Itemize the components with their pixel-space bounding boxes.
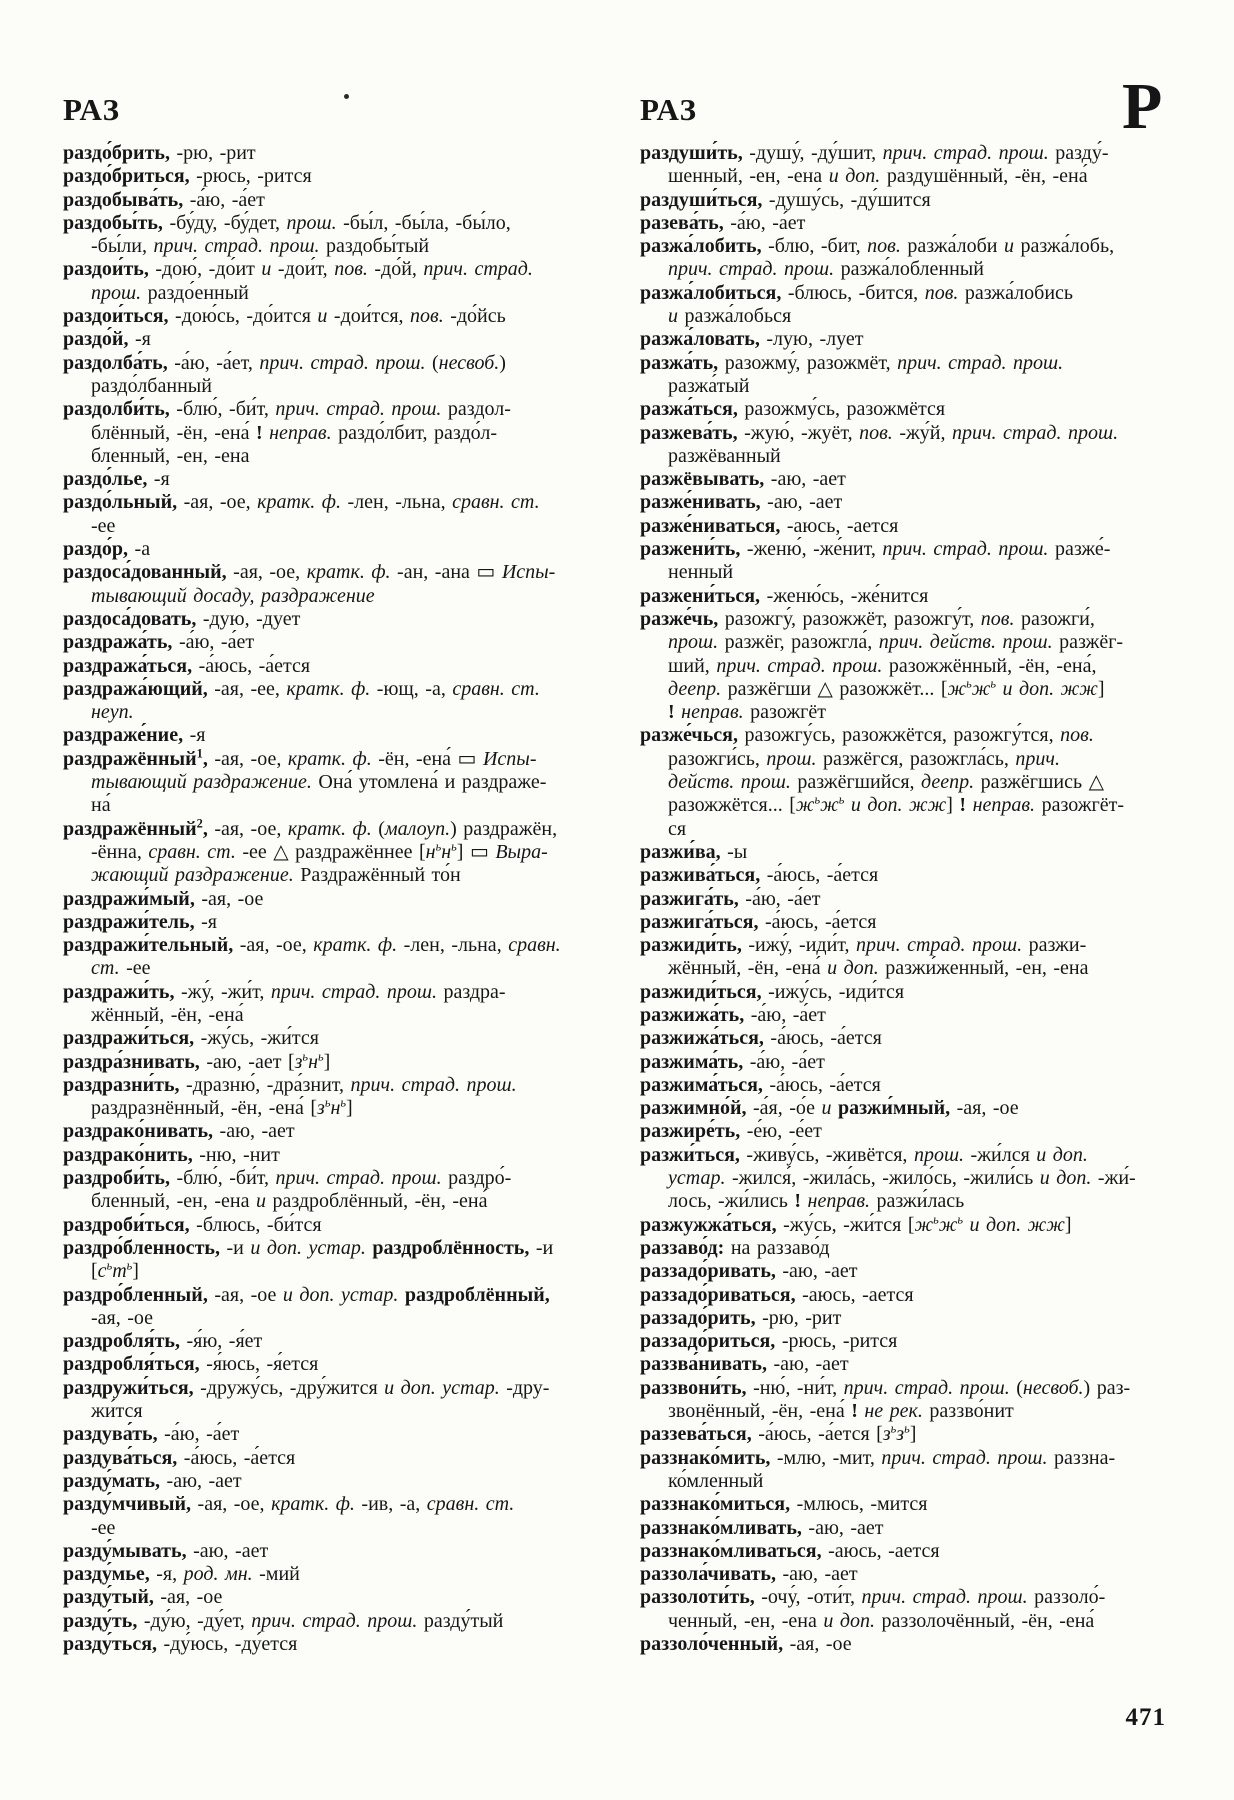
dictionary-column-right	[640, 142, 1172, 1656]
dictionary-line: раззолоти́ть, -очу́, -оти́т, прич. страд. прош. раззоло́-	[640, 1586, 1106, 1609]
dictionary-line: разжа́тый	[668, 374, 750, 397]
dictionary-line: разжимно́й, -а́я, -о́е и разжи́мный, -ая, -ое	[640, 1097, 1019, 1120]
dictionary-line: разева́ть, -а́ю, -а́ет	[640, 211, 806, 234]
dictionary-column-left	[63, 142, 611, 1656]
dictionary-line: бленный, -ен, -ена и раздроблённый, -ён, -ена́	[91, 1190, 488, 1213]
dictionary-line: прош. разжёг, разожгла́, прич. действ. прош. разжёг-	[668, 631, 1124, 654]
dictionary-line: устар. -жился́, -жила́сь, -жило́сь, -жили́сь и доп. -жи́-	[668, 1167, 1136, 1190]
dictionary-line: разжима́ть, -а́ю, -а́ет	[640, 1050, 825, 1073]
dictionary-line: $[с^ьт^ь]$	[91, 1258, 139, 1283]
dictionary-line: разжа́ловать, -лую, -лует	[640, 328, 864, 351]
dictionary-line: раздуши́ть, -душу́, -ду́шит, прич. страд. прош. разду́-	[640, 142, 1109, 164]
dictionary-line: раздроби́ть, -блю́, -би́т, прич. страд. прош. раздро́-	[63, 1167, 512, 1190]
dictionary-line: разожжётся... [$ж^ьж^ь$ и доп. жж] ! неправ. разожгёт-	[668, 792, 1125, 817]
dictionary-line: раззвони́ть, -ню́, -ни́т, прич. страд. прош. (несвоб.) раз-	[640, 1376, 1131, 1399]
dictionary-line: раздражи́ть, -жу́, -жи́т, прич. страд. прош. раздра-	[63, 980, 506, 1003]
dictionary-line: и разжа́лобься	[668, 305, 792, 328]
dictionary-line: на́	[91, 794, 111, 817]
dictionary-line: -ее	[91, 514, 116, 537]
dictionary-line: разду́мье, -я, род. мн. -мий	[63, 1563, 300, 1586]
dictionary-line: жающий раздражение. Раздражённый то́н	[91, 864, 461, 887]
dictionary-line: раздува́ть, -а́ю, -а́ет	[63, 1423, 240, 1446]
dictionary-line: раздразнённый, -ён, -ена́ $[з^ьн^ь]$	[91, 1095, 353, 1120]
dictionary-line: разжиди́ться, -ижу́сь, -иди́тся	[640, 980, 905, 1003]
dictionary-line: ся	[668, 817, 687, 840]
dictionary-line: раздо́льный, -ая, -ое, кратк. ф. -лен, -льна, сравн. ст.	[63, 491, 540, 514]
dictionary-line: разжа́лобить, -блю, -бит, пов. разжа́лоби и разжа́лобь,	[640, 235, 1115, 258]
dictionary-line: разжижа́ть, -а́ю, -а́ет	[640, 1003, 826, 1026]
dictionary-line: раздои́ть, -дою́, -до́ит и -дои́т, пов. -до́й, прич. страд.	[63, 258, 533, 281]
dictionary-line: раззнако́мливаться, -аюсь, -ается	[640, 1539, 940, 1562]
dictionary-line: раздража́ться, -а́юсь, -а́ется	[63, 654, 311, 677]
dictionary-line: разду́ться, -ду́юсь, -ду́ется	[63, 1633, 298, 1655]
dictionary-line: разжига́ться, -а́юсь, -а́ется	[640, 910, 877, 933]
dictionary-line: тывающий раздражение. Она́ утомлена́ и раздраже-	[91, 771, 547, 794]
dictionary-line: раздражённый$^1$, -ая, -ое, кратк. ф. -ён, -ена́ ▭ Испы-	[63, 746, 537, 770]
dictionary-line: раззева́ться, -а́юсь, -а́ется $[з^ьз^ь]$	[640, 1421, 917, 1446]
dictionary-line: разжива́ться, -а́юсь, -а́ется	[640, 864, 879, 887]
dictionary-line: разжа́лобиться, -блюсь, -бится, пов. разжа́лобись	[640, 281, 1074, 304]
dictionary-line: раздража́ть, -а́ю, -а́ет	[63, 631, 255, 654]
page-number: 471	[1125, 1704, 1166, 1731]
dictionary-line: разжёвывать, -аю, -ает	[640, 468, 846, 491]
dictionary-line: раздобы́ть, -бу́ду, -бу́дет, прош. -бы́л, -бы́ла, -бы́ло,	[63, 211, 511, 234]
dictionary-line: раздоса́дованный, -ая, -ое, кратк. ф. -ан, -ана ▭ Испы-	[63, 561, 556, 584]
dictionary-line: раззоло́ченный, -ая, -ое	[640, 1633, 852, 1655]
dictionary-line: разду́мать, -аю, -ает	[63, 1469, 242, 1492]
dictionary-line: звонённый, -ён, -ена́ ! не рек. раззво́нит	[668, 1400, 1014, 1423]
dictionary-line: раздрако́нивать, -аю, -ает	[63, 1120, 295, 1143]
dictionary-line: ненный	[668, 561, 734, 584]
dictionary-line: раздува́ться, -а́юсь, -а́ется	[63, 1446, 296, 1469]
dictionary-line: раздро́бленность, -и и доп. устар. раздроблённость, -и	[63, 1236, 554, 1259]
dictionary-line: раздро́бленный, -ая, -ое и доп. устар. раздроблённый,	[63, 1283, 550, 1306]
dictionary-line: разду́мчивый, -ая, -ое, кратк. ф. -ив, -а, сравн. ст.	[63, 1493, 515, 1516]
dictionary-line: раззадо́риться, -рюсь, -рится	[640, 1330, 898, 1353]
dictionary-line: разжи́ва, -ы	[640, 840, 748, 863]
dictionary-line: раззадо́риваться, -аюсь, -ается	[640, 1283, 914, 1306]
dictionary-line: разжужжа́ться, -жу́сь, -жи́тся [$ж^ьж^ь$ и доп. жж]	[640, 1212, 1072, 1236]
dictionary-line: раздробля́ть, -я́ю, -я́ет	[63, 1330, 263, 1353]
dictionary-line: жённый, -ён, -ена́ и доп. разжи́женный, -ен, -ена	[668, 957, 1089, 980]
dictionary-line: ший, прич. страд. прош. разожжённый, -ён, -ена́,	[668, 654, 1097, 677]
dictionary-line: жённый, -ён, -ена́	[91, 1003, 244, 1026]
dictionary-line: разжига́ть, -а́ю, -а́ет	[640, 887, 821, 910]
dictionary-line: разжима́ться, -а́юсь, -а́ется	[640, 1073, 881, 1096]
dictionary-line: разжиди́ть, -ижу́, -иди́т, прич. страд. прош. разжи-	[640, 934, 1087, 957]
dictionary-line: раздражи́тельный, -ая, -ое, кратк. ф. -лен, -льна, сравн.	[63, 934, 561, 957]
dictionary-line: -ее	[91, 1516, 116, 1539]
dictionary-line: прич. страд. прош. разжа́лобленный	[668, 258, 984, 281]
dictionary-line: тывающий досаду, раздражение	[91, 584, 375, 607]
dictionary-line: разжа́ться, разожму́сь, разожмётся	[640, 398, 946, 421]
dictionary-line: раззнако́миться, -млюсь, -мится	[640, 1493, 928, 1516]
dictionary-line: разду́тый, -ая, -ое	[63, 1586, 223, 1609]
dictionary-line: раздуши́ться, -душу́сь, -ду́шится	[640, 188, 931, 211]
dictionary-line: разожги́сь, прош. разжёгся, разожгла́сь, прич.	[668, 747, 1060, 770]
dictionary-line: разжа́ть, разожму́, разожмёт, прич. страд. прош.	[640, 351, 1064, 374]
dictionary-line: раздрако́нить, -ню, -нит	[63, 1143, 280, 1166]
dictionary-line: ! неправ. разожгёт	[668, 701, 826, 724]
dictionary-line: разжева́ть, -жую́, -жуёт, пов. -жу́й, прич. страд. прош.	[640, 421, 1119, 444]
dictionary-line: раздражи́мый, -ая, -ое	[63, 887, 264, 910]
running-head-left: РАЗ	[63, 92, 121, 127]
dictionary-line: разжени́ться, -женю́сь, -же́нится	[640, 584, 929, 607]
dictionary-line: раздо́р, -а	[63, 538, 151, 561]
dictionary-line: разду́ть, -ду́ю, -ду́ет, прич. страд. прош. разду́тый	[63, 1609, 504, 1632]
dictionary-line: раздразни́ть, -дразню́, -дра́знит, прич. страд. прош.	[63, 1073, 517, 1096]
dictionary-line: раздражи́тель, -я	[63, 910, 217, 933]
section-letter: Р	[1122, 70, 1163, 143]
dictionary-line: раззадо́ривать, -аю, -ает	[640, 1260, 858, 1283]
dictionary-line: лось, -жи́лись ! неправ. разжи́лась	[668, 1190, 965, 1213]
dictionary-line: раздружи́ться, -дружу́сь, -дру́жится и доп. устар. -дру-	[63, 1376, 550, 1399]
dictionary-line: блённый, -ён, -ена́ ! неправ. раздо́лбит, раздо́л-	[91, 421, 498, 444]
dictionary-line: разже́чься, разожгу́сь, разожжётся, разожгу́тся, пов.	[640, 724, 1094, 747]
dictionary-line: раздробля́ться, -я́юсь, -я́ется	[63, 1353, 319, 1376]
dictionary-line: раздолба́ть, -а́ю, -а́ет, прич. страд. прош. (несвоб.)	[63, 351, 506, 374]
dictionary-line: разжире́ть, -е́ю, -е́ет	[640, 1120, 822, 1143]
dictionary-line: раззнако́мливать, -аю, -ает	[640, 1516, 884, 1539]
dictionary-line: раздо́лбанный	[91, 374, 212, 397]
dictionary-line: раздоса́довать, -дую, -дует	[63, 607, 301, 630]
dictionary-line: жи́тся	[91, 1400, 143, 1423]
dictionary-line: ст. -ее	[91, 957, 151, 980]
dictionary-line: действ. прош. разжёгшийся, деепр. разжёгшись △	[668, 771, 1104, 794]
ink-speck	[344, 94, 349, 99]
dictionary-line: раздобыва́ть, -а́ю, -а́ет	[63, 188, 265, 211]
dictionary-line: раздраже́ние, -я	[63, 724, 206, 747]
dictionary-line: ко́мленный	[668, 1469, 764, 1492]
dictionary-line: раздра́знивать, -аю, -ает $[з^ьн^ь]$	[63, 1048, 331, 1073]
dictionary-line: прош. раздо́енный	[91, 281, 249, 304]
dictionary-line: разже́нивать, -аю, -ает	[640, 491, 843, 514]
dictionary-line: разжени́ть, -женю́, -же́нит, прич. страд. прош. разже́-	[640, 538, 1111, 561]
dictionary-line: -ая, -ое	[91, 1306, 154, 1329]
dictionary-line: разжёванный	[668, 444, 781, 467]
dictionary-line: ченный, -ен, -ена и доп. раззолочённый, -ён, -ена́	[668, 1609, 1095, 1632]
dictionary-line: разжижа́ться, -а́юсь, -а́ется	[640, 1027, 882, 1050]
dictionary-line: шенный, -ен, -ена и доп. раздушённый, -ён, -ена́	[668, 165, 1088, 188]
dictionary-line: раззаво́д: на раззаво́д	[640, 1236, 830, 1259]
dictionary-line: раздо́лье, -я	[63, 468, 170, 491]
dictionary-line: раззнако́мить, -млю, -мит, прич. страд. прош. раззна-	[640, 1446, 1116, 1469]
dictionary-line: бленный, -ен, -ена	[91, 444, 250, 467]
dictionary-line: разже́чь, разожгу́, разожжёт, разожгу́т, пов. разожги́,	[640, 607, 1095, 630]
dictionary-line: раздои́ться, -дою́сь, -до́ится и -дои́тся, пов. -до́йсь	[63, 305, 506, 328]
dictionary-line: раздо́брить, -рю, -рит	[63, 142, 256, 164]
dictionary-line: раздо́й, -я	[63, 328, 151, 351]
dictionary-line: разжи́ться, -живу́сь, -живётся, прош. -жи́лся и доп.	[640, 1143, 1088, 1166]
dictionary-line: -бы́ли, прич. страд. прош. раздобы́тый	[91, 235, 430, 258]
dictionary-line: раздражённый$^2$, -ая, -ое, кратк. ф. (малоуп.) раздражён,	[63, 815, 558, 840]
dictionary-line: раздо́бриться, -рюсь, -рится	[63, 165, 312, 188]
dictionary-line: раздолби́ть, -блю́, -би́т, прич. страд. прош. раздол-	[63, 398, 511, 421]
running-head-right: РАЗ	[640, 92, 698, 127]
dictionary-line: раздражи́ться, -жу́сь, -жи́тся	[63, 1027, 319, 1050]
dictionary-line: -ённа, сравн. ст. -ее △ раздражённее $[н^ьн^ь]$ ▭ Выра-	[91, 839, 548, 863]
dictionary-line: неуп.	[91, 701, 134, 724]
dictionary-line: разду́мывать, -аю, -ает	[63, 1539, 269, 1562]
dictionary-line: раззадо́рить, -рю, -рит	[640, 1306, 842, 1329]
dictionary-line: раздроби́ться, -блюсь, -би́тся	[63, 1213, 322, 1236]
dictionary-line: раздража́ющий, -ая, -ее, кратк. ф. -ющ, -а, сравн. ст.	[63, 677, 540, 700]
dictionary-line: раззва́нивать, -аю, -ает	[640, 1353, 849, 1376]
dictionary-line: деепр. разжёгши △ разожжёт... [$ж^ьж^ь$ и доп. жж]	[668, 676, 1105, 700]
dictionary-line: разже́ниваться, -аюсь, -ается	[640, 514, 899, 537]
dictionary-line: раззола́чивать, -аю, -ает	[640, 1563, 858, 1586]
